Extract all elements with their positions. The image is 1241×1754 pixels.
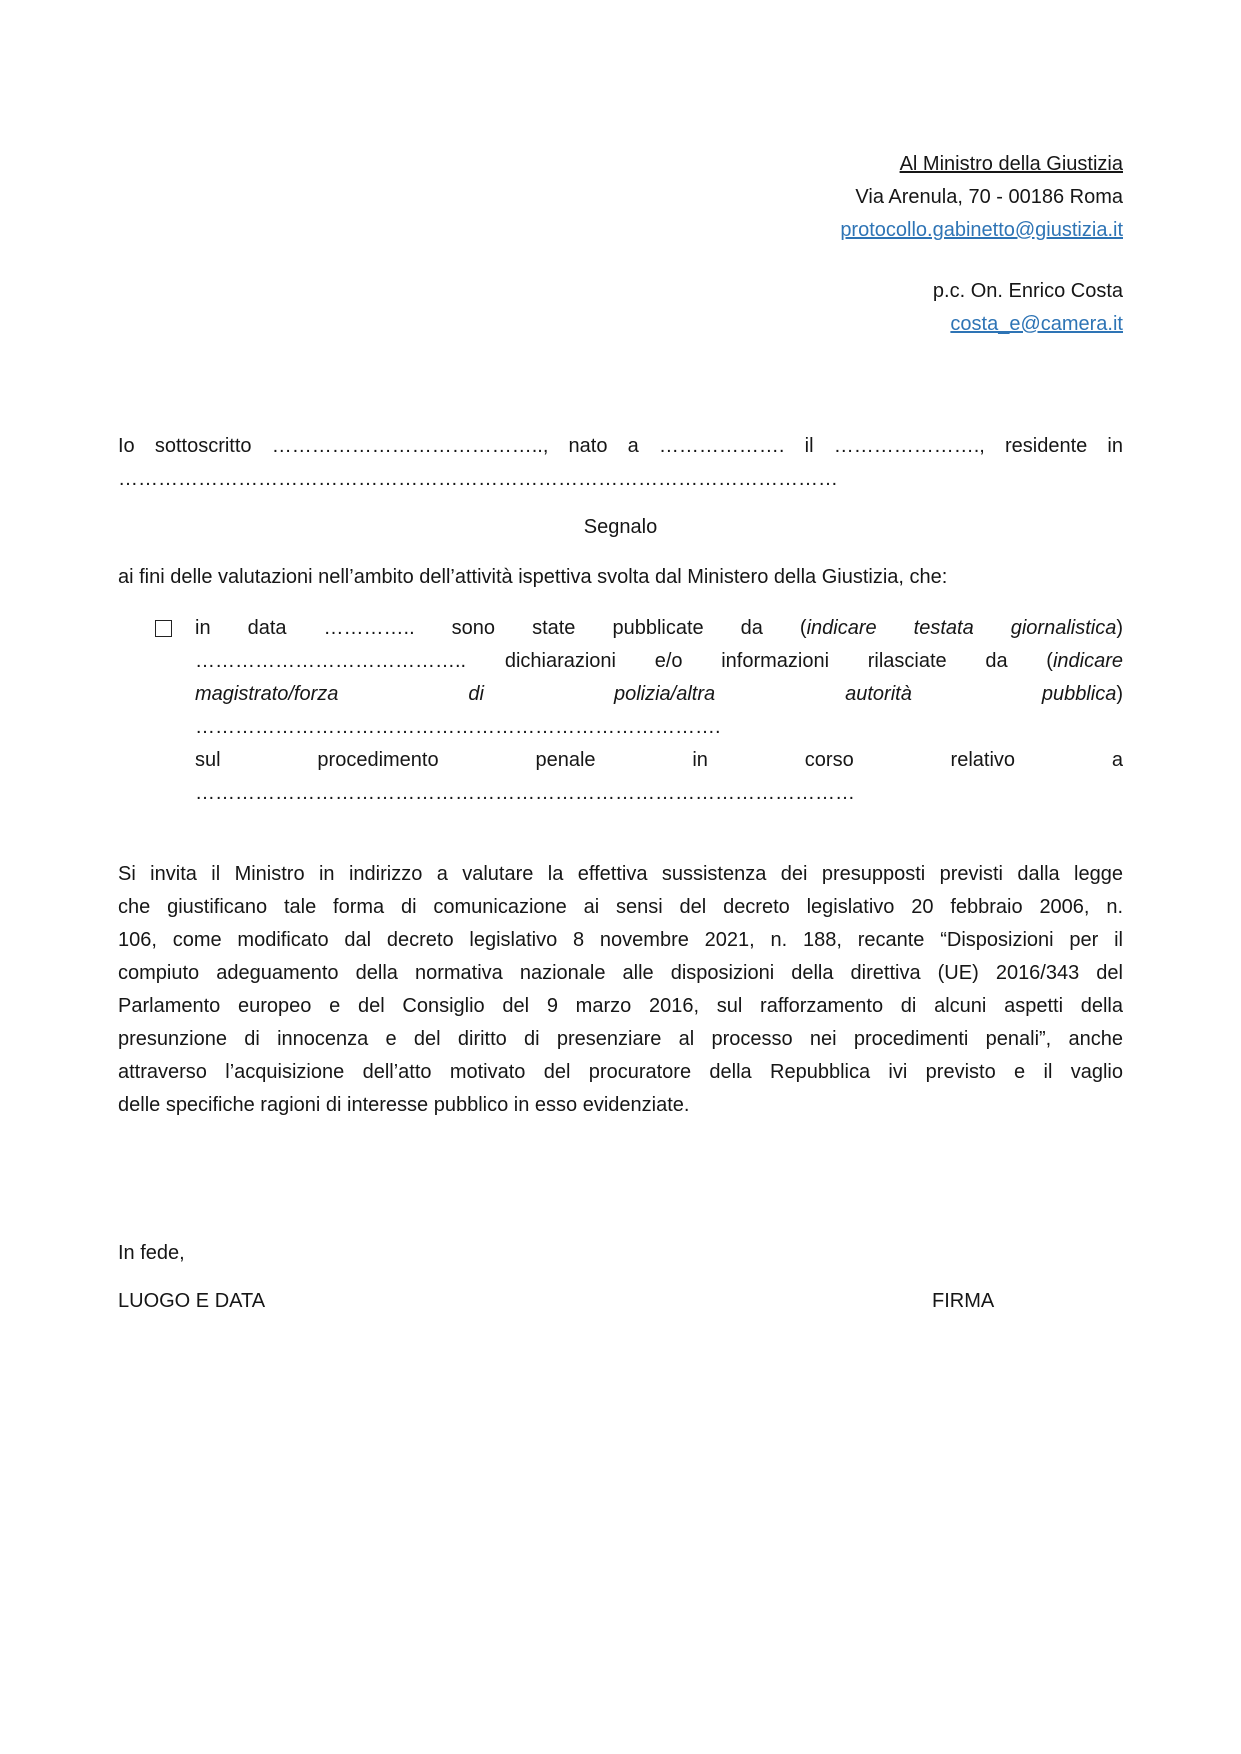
text-line (118, 430, 1123, 463)
recipient-address: Via Arenula, 70 - 00186 Roma (855, 186, 1123, 208)
recipient-email-link[interactable]: protocollo.gabinetto@giustizia.it (840, 219, 1123, 241)
text-line (195, 645, 1123, 678)
italic-text-segment: indicare (1052, 650, 1123, 672)
text-line (118, 1023, 1123, 1056)
recipient-name: Al Ministro della Giustizia (899, 153, 1123, 175)
cc-line: p.c. On. Enrico Costa (932, 280, 1123, 302)
text-segment: Io sottoscritto ………………………………….., nato a ………………. il …………………., residente in (118, 435, 1123, 457)
text-line (118, 463, 1123, 496)
signature-label: FIRMA (932, 1290, 995, 1312)
text-line (195, 744, 1123, 810)
text-segment: attraverso l’acquisizione dell’atto motivato del procuratore della Repubblica ivi previsto e il vaglio (118, 1061, 1123, 1083)
text-segment: presunzione di innocenza e del diritto di presenziare al processo nei procedimenti penali”, anche (118, 1028, 1123, 1050)
request-paragraph (118, 858, 1123, 1122)
empty-checkbox-icon[interactable] (155, 620, 172, 637)
text-line (118, 924, 1123, 957)
purpose-line: ai fini delle valutazioni nell’ambito dell’attività ispettiva svolta dal Ministero della Giustizia, che: (118, 566, 948, 588)
text-line (195, 612, 1123, 645)
italic-text-segment: magistrato/forza di polizia/altra autorità pubblica (195, 683, 1117, 705)
cc-block (118, 275, 1123, 341)
text-segment: compiuto adeguamento della normativa nazionale alle disposizioni della direttiva (UE) 2016/343 del (118, 962, 1123, 984)
text-segment: ) ……………………………………………………………………. (195, 683, 1123, 738)
checklist-item (195, 612, 1123, 810)
text-segment: ) (1116, 617, 1123, 639)
text-segment: che giustificano tale forma di comunicazione ai sensi del decreto legislativo 20 febbraio 2006, n. (118, 896, 1123, 918)
text-line (118, 957, 1123, 990)
cc-email-link[interactable]: costa_e@camera.it (950, 313, 1123, 335)
closing-line: In fede, (118, 1242, 185, 1264)
checklist-text (195, 612, 1123, 810)
text-line (195, 678, 1123, 744)
text-segment: delle specifiche ragioni di interesse pubblico in esso evidenziate. (118, 1094, 690, 1116)
text-segment: ………………………………….. dichiarazioni e/o informazioni rilasciate da ( (195, 650, 1053, 672)
text-line (118, 990, 1123, 1023)
text-line (118, 891, 1123, 924)
signature-row (118, 1285, 1123, 1318)
text-segment: in data ………….. sono state pubblicate da ( (195, 617, 807, 639)
text-segment: sul procedimento penale in corso relativo a ……………………………………………………………………………………… (195, 749, 1123, 804)
place-date-label: LUOGO E DATA (118, 1290, 266, 1312)
text-line (118, 1089, 1123, 1122)
text-segment: 106, come modificato dal decreto legislativo 8 novembre 2021, n. 188, recante “Disposizioni per il (118, 929, 1123, 951)
text-segment: Parlamento europeo e del Consiglio del 9 marzo 2016, sul rafforzamento di alcuni aspetti della (118, 995, 1123, 1017)
italic-text-segment: indicare testata giornalistica (806, 617, 1117, 639)
text-line (118, 1056, 1123, 1089)
declarant-paragraph (118, 430, 1123, 496)
text-segment: Si invita il Ministro in indirizzo a valutare la effettiva sussistenza dei presupposti previsti dalla legge (118, 863, 1123, 885)
text-line (118, 858, 1123, 891)
subject-heading: Segnalo (583, 516, 658, 538)
text-segment: ……………………………………………………………………………………………… (118, 468, 838, 490)
recipient-block (118, 148, 1123, 341)
